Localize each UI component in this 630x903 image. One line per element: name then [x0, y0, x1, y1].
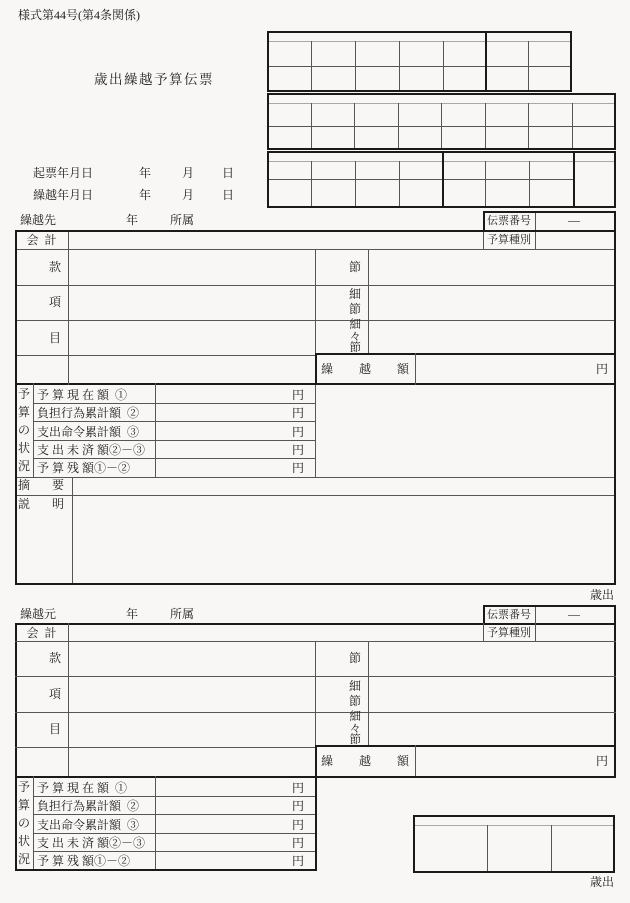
section1-budget-status-vertical-label	[16, 387, 32, 473]
section1-row-ko-label: 項	[48, 295, 61, 309]
grid-line	[33, 440, 315, 441]
grid-line	[398, 103, 399, 148]
grid-line	[33, 403, 315, 404]
issue-date-day: 日	[222, 166, 235, 180]
section2-budget-row-yen: 円	[291, 836, 304, 850]
grid-line	[487, 825, 488, 871]
status-char: 況	[17, 852, 30, 866]
section1-carryover-yen: 円	[595, 362, 608, 376]
grid-line	[315, 385, 316, 477]
grid-line	[311, 103, 312, 148]
grid-line	[17, 355, 315, 356]
carryover-char: 繰	[321, 754, 334, 768]
grid-line	[485, 103, 486, 148]
grid-line	[535, 232, 536, 249]
grid-line	[441, 103, 442, 148]
grid-line	[573, 153, 575, 206]
grid-line	[33, 814, 315, 815]
carryover-date-label: 繰越年月日	[33, 188, 94, 202]
section1-budget-row-yen: 円	[291, 388, 304, 402]
section2-year-label: 年	[126, 607, 139, 621]
section1-col-setsu-label: 節	[348, 260, 361, 274]
section1-carryover-amount-label	[321, 362, 409, 376]
section2-row-kan-label: 款	[48, 651, 61, 665]
grid-line	[415, 745, 416, 776]
section1-budget-row-label: 予 算 現 在 額 ①	[37, 388, 128, 402]
carryover-char: 繰	[321, 362, 334, 376]
stamp-box	[413, 815, 615, 873]
carryover-char: 越	[358, 754, 371, 768]
grid-line	[368, 641, 369, 745]
status-char: 況	[17, 459, 30, 473]
status-char: 予	[17, 780, 30, 794]
section1-budget-row-yen: 円	[291, 425, 304, 439]
status-char: 状	[17, 441, 30, 455]
saisetsu-char: 細	[348, 287, 361, 301]
grid-line	[311, 41, 312, 90]
section1-budget-row-yen: 円	[291, 461, 304, 475]
grid-line	[269, 41, 570, 42]
section1-budget-row-label: 支出命令累計額 ③	[37, 425, 140, 439]
section1-footer-saishutsu: 歳出	[589, 588, 614, 602]
explanation-char: 説	[18, 497, 31, 511]
grid-line	[33, 383, 34, 477]
explanation-char: 明	[51, 497, 64, 511]
grid-line	[68, 623, 69, 776]
grid-line	[33, 851, 315, 852]
approval-grid-3	[267, 151, 616, 208]
grid-line	[33, 796, 315, 797]
grid-line	[33, 776, 34, 869]
section1-slip-number-value: ―	[568, 213, 580, 227]
grid-line	[483, 232, 484, 249]
section1-explanation-label	[18, 497, 64, 511]
section2-row-ko-label: 項	[48, 687, 61, 701]
grid-line	[68, 232, 69, 385]
section1-account-label: 会 計	[26, 233, 57, 247]
section2-slip-number-value: ―	[568, 607, 580, 621]
grid-line	[399, 161, 400, 206]
grid-line	[72, 477, 73, 583]
section2-col-setsu-label: 節	[348, 651, 361, 665]
section1-col-saisaisetsu-label	[315, 320, 361, 355]
grid-line	[528, 41, 529, 90]
grid-line	[155, 776, 156, 869]
grid-line	[355, 41, 356, 90]
section2-budget-row-label: 支 出 未 済 額②－③	[37, 836, 146, 850]
grid-line	[269, 179, 573, 180]
grid-line	[399, 41, 400, 90]
carryover-date-day: 日	[222, 188, 235, 202]
grid-line	[483, 623, 484, 641]
section1-slip-number-label: 伝票番号	[487, 215, 531, 227]
saisaisetsu-char: 細	[349, 711, 361, 723]
status-char: 算	[17, 405, 30, 419]
grid-line	[442, 153, 444, 206]
saisetsu-char: 節	[348, 694, 361, 708]
section1-affiliation-label: 所属	[170, 213, 195, 227]
issue-date-year: 年	[139, 166, 152, 180]
carryover-char: 額	[396, 754, 409, 768]
section1-row-kan-label: 款	[48, 260, 61, 274]
grid-line	[415, 825, 613, 826]
section2-budget-row-label: 負担行為累計額 ②	[37, 799, 140, 813]
summary-char: 摘	[18, 478, 31, 492]
grid-line	[15, 623, 616, 625]
section2-col-saisaisetsu-label	[315, 712, 361, 747]
status-char: の	[17, 816, 30, 830]
grid-line	[415, 353, 416, 385]
issue-date-label: 起票年月日	[33, 166, 94, 180]
status-char: の	[17, 423, 30, 437]
grid-line	[614, 623, 616, 778]
saisetsu-char: 節	[348, 302, 361, 316]
grid-line	[33, 421, 315, 422]
section2-carryover-yen: 円	[595, 754, 608, 768]
section2-carryover-amount-label	[321, 754, 409, 768]
section2-slip-number-label: 伝票番号	[487, 609, 531, 621]
grid-line	[485, 33, 487, 90]
grid-line	[315, 353, 317, 385]
section2-row-moku-label: 目	[48, 722, 61, 736]
grid-line	[368, 249, 369, 353]
grid-line	[311, 161, 312, 206]
status-char: 予	[17, 387, 30, 401]
section1-budget-row-label: 支 出 未 済 額②－③	[37, 443, 146, 457]
section2-budget-row-label: 支出命令累計額 ③	[37, 818, 140, 832]
saisaisetsu-char: 細	[349, 319, 361, 331]
section1-budget-row-yen: 円	[291, 406, 304, 420]
section2-budget-type-label: 予算種別	[487, 627, 531, 639]
grid-line	[33, 833, 315, 834]
grid-line	[529, 161, 530, 206]
section2-footer-saishutsu: 歳出	[589, 875, 614, 889]
section2-budget-row-label: 予 算 現 在 額 ①	[37, 781, 128, 795]
grid-line	[315, 745, 317, 871]
section1-budget-row-yen: 円	[291, 443, 304, 457]
saisaisetsu-char: 々	[349, 330, 361, 343]
grid-line	[15, 747, 315, 748]
grid-line	[17, 477, 614, 478]
section1-budget-type-label: 予算種別	[487, 234, 531, 246]
saisaisetsu-char: 々	[349, 722, 361, 735]
section2-budget-row-yen: 円	[291, 781, 304, 795]
grid-line	[535, 623, 536, 641]
section1-budget-row-label: 負担行為累計額 ②	[37, 406, 140, 420]
saisaisetsu-char: 節	[349, 734, 361, 746]
grid-line	[485, 161, 486, 206]
approval-grid-1	[267, 31, 572, 92]
grid-line	[15, 869, 317, 871]
section2-heading: 繰越元	[20, 607, 57, 621]
issue-date-month: 月	[182, 166, 195, 180]
section1-col-saisetsu-label	[315, 287, 361, 317]
carryover-char: 額	[396, 362, 409, 376]
section2-budget-row-yen: 円	[291, 818, 304, 832]
section2-budget-row-yen: 円	[291, 854, 304, 868]
carryover-char: 越	[358, 362, 371, 376]
grid-line	[551, 825, 552, 871]
section1-row-moku-label: 目	[48, 331, 61, 345]
grid-line	[155, 383, 156, 477]
section2-budget-status-vertical-label	[16, 780, 32, 866]
section2-account-label: 会 計	[26, 626, 57, 640]
saisetsu-char: 細	[348, 679, 361, 693]
section1-budget-row-label: 予 算 残 額①－②	[37, 461, 131, 475]
section1-summary-label	[18, 478, 64, 492]
section2-affiliation-label: 所属	[170, 607, 195, 621]
status-char: 状	[17, 834, 30, 848]
section2-col-saisetsu-label	[315, 679, 361, 709]
grid-line	[17, 495, 614, 496]
grid-line	[572, 103, 573, 148]
carryover-date-year: 年	[139, 188, 152, 202]
summary-char: 要	[51, 478, 64, 492]
page-title: 歳出繰越予算伝票	[94, 72, 214, 87]
grid-line	[355, 161, 356, 206]
saisaisetsu-char: 節	[349, 342, 361, 354]
status-char: 算	[17, 798, 30, 812]
form-number: 様式第44号(第4条関係)	[18, 8, 140, 22]
grid-line	[33, 458, 315, 459]
grid-line	[354, 103, 355, 148]
section1-heading: 繰越先	[20, 213, 57, 227]
section2-budget-row-yen: 円	[291, 799, 304, 813]
grid-line	[269, 66, 570, 67]
grid-line	[528, 103, 529, 148]
section2-budget-row-label: 予 算 残 額①－②	[37, 854, 131, 868]
section1-year-label: 年	[126, 213, 139, 227]
approval-grid-2	[267, 93, 616, 150]
carryover-date-month: 月	[182, 188, 195, 202]
grid-line	[443, 41, 444, 90]
